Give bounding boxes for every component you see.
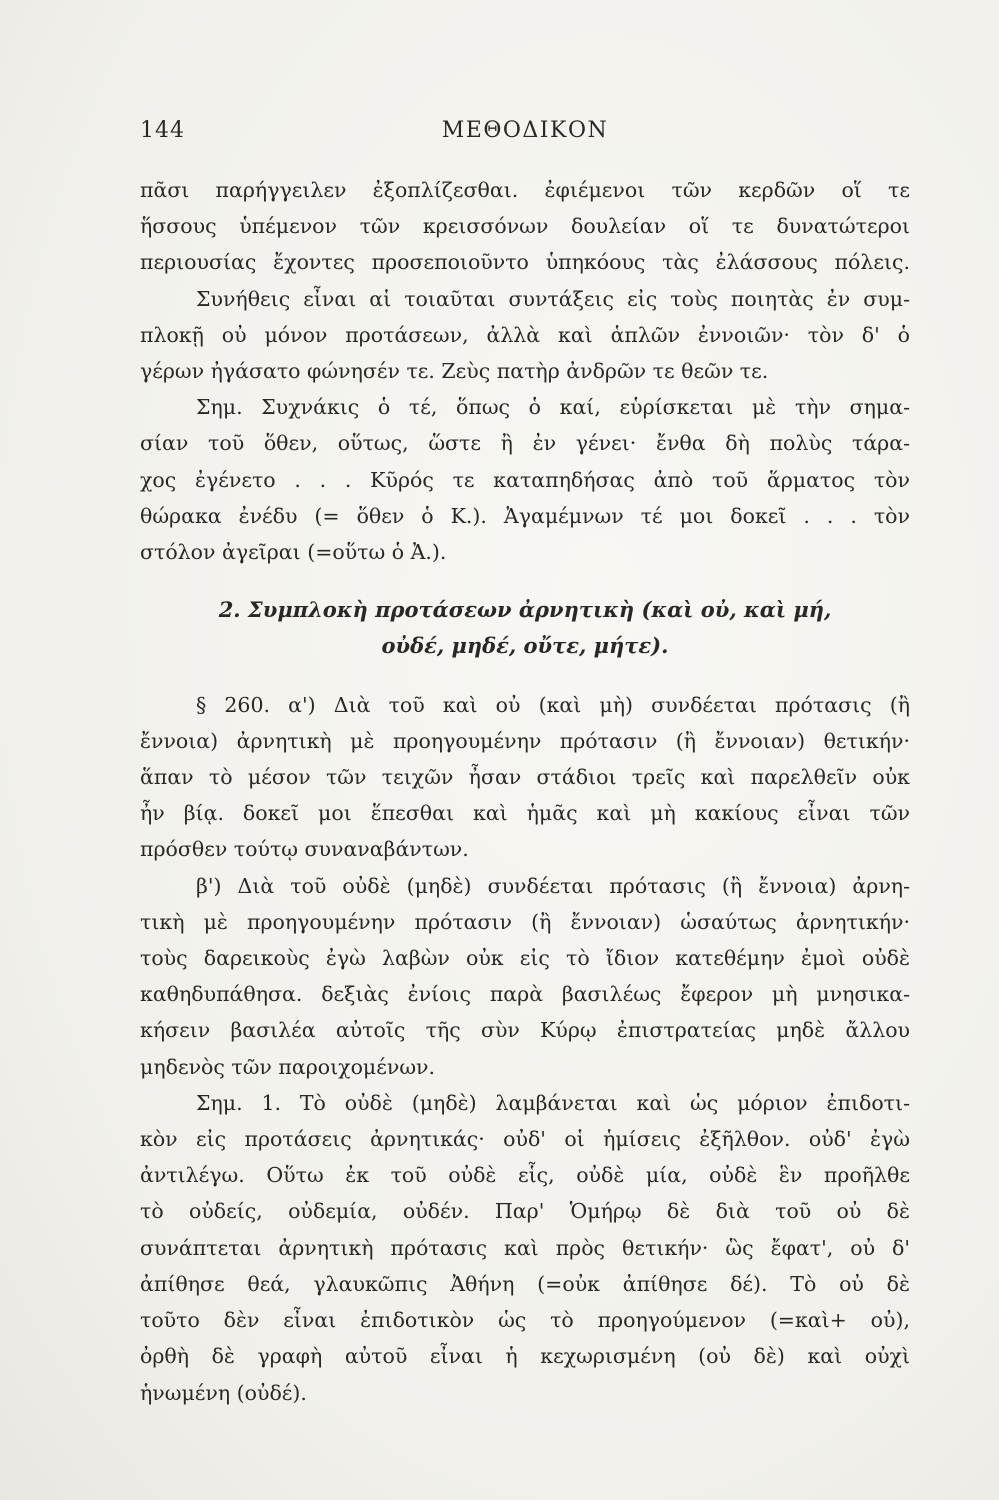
text-line: τοὺς δαρεικοὺς ἐγὼ λαβὼν οὐκ εἰς τὸ ἴδιον κατεθέμην ἐμοὶ οὐδὲ	[140, 946, 910, 971]
section-heading: οὐδέ, μηδέ, οὔτε, μήτε).	[381, 633, 669, 659]
text-line: καθηδυπάθησα. δεξιὰς ἐνίοις παρὰ βασιλέως ἔφερον μὴ μνησικα-	[140, 982, 910, 1007]
text-line: ἔννοια) ἀρνητικὴ μὲ προηγουμένην πρότασιν (ἢ ἔννοιαν) θετικήν·	[140, 728, 910, 753]
page-header	[140, 118, 910, 158]
text-line: θώρακα ἐνέδυ (= ὅθεν ὁ Κ.). Ἀγαμέμνων τέ μοι δοκεῖ . . . τὸν	[140, 503, 910, 528]
text-line: ἅπαν τὸ μέσον τῶν τειχῶν ἦσαν στάδιοι τρεῖς καὶ παρελθεῖν οὐκ	[140, 765, 910, 790]
text-line: χος ἐγένετο . . . Κῦρός τε καταπηδήσας ἀπὸ τοῦ ἅρματος τὸν	[140, 467, 910, 492]
body-text	[140, 172, 910, 1411]
text-line: μηδενὸς τῶν παροιχομένων.	[140, 1054, 436, 1079]
text-line: στόλον ἀγεῖραι (=οὕτω ὁ Ἀ.).	[140, 540, 447, 565]
section-gap	[140, 665, 910, 687]
text-line: τικὴ μὲ προηγουμένην πρότασιν (ἢ ἔννοιαν) ὡσαύτως ἀρνητικήν·	[140, 909, 910, 934]
text-line: πᾶσι παρήγγειλεν ἐξοπλίζεσθαι. ἐφιέμενοι τῶν κερδῶν οἵ τε	[140, 178, 910, 202]
text-line: τὸ οὐδείς, οὐδεμία, οὐδέν. Παρ' Ὁμήρῳ δὲ διὰ τοῦ οὐ δὲ	[140, 1199, 910, 1224]
text-line: γέρων ἠγάσατο φώνησέν τε. Ζεὺς πατὴρ ἀνδρῶν τε θεῶν τε.	[140, 359, 769, 384]
running-head: ΜΕΘΟΔΙΚΟΝ	[441, 118, 609, 143]
section-gap	[140, 570, 910, 592]
note-line: Σημ. 1. Τὸ οὐδὲ (μηδὲ) λαμβάνεται καὶ ὡς μόριον ἐπιδοτι-	[196, 1090, 910, 1115]
paragraph-260: § 260. α') Διὰ τοῦ καὶ οὐ (καὶ μὴ) συνδέεται πρότασις (ἢ	[196, 692, 910, 717]
text-line: σίαν τοῦ ὅθεν, οὕτως, ὥστε ἢ ἐν γένει· ἔνθα δὴ πολὺς τάρα-	[140, 431, 910, 456]
text-line: τοῦτο δὲν εἶναι ἐπιδοτικὸν ὡς τὸ προηγούμενον (=καὶ+ οὐ),	[140, 1308, 910, 1333]
page-number: 144	[140, 118, 185, 143]
text-line: περιουσίας ἔχοντες προσεποιοῦντο ὑπηκόους τὰς ἐλάσσους πόλεις.	[140, 250, 910, 275]
text-line: κὸν εἰς προτάσεις ἀρνητικάς· οὐδ' οἱ ἡμίσεις ἐξῆλθον. οὐδ' ἐγὼ	[140, 1127, 910, 1152]
section-heading: 2. Συμπλοκὴ προτάσεων ἀρνητικὴ (καὶ οὐ, καὶ μή,	[218, 597, 832, 623]
text-line: ὀρθὴ δὲ γραφὴ αὐτοῦ εἶναι ἡ κεχωρισμένη (οὐ δὲ) καὶ οὐχὶ	[140, 1344, 910, 1369]
text-line: ἦν βίᾳ. δοκεῖ μοι ἕπεσθαι καὶ ἡμᾶς καὶ μὴ κακίους εἶναι τῶν	[140, 801, 910, 826]
text-line: ἡνωμένη (οὐδέ).	[140, 1380, 307, 1405]
text-line: ἥσσους ὑπέμενον τῶν κρεισσόνων δουλείαν οἵ τε δυνατώτεροι	[140, 214, 910, 239]
note-line: Σημ. Συχνάκις ὁ τέ, ὅπως ὁ καί, εὑρίσκεται μὲ τὴν σημα-	[196, 395, 910, 420]
text-line: β') Διὰ τοῦ οὐδὲ (μηδὲ) συνδέεται πρότασις (ἢ ἔννοια) ἀρνη-	[196, 873, 910, 898]
text-line: κήσειν βασιλέα αὐτοῖς τῆς σὺν Κύρῳ ἐπιστρατείας μηδὲ ἄλλου	[140, 1018, 910, 1043]
text-line: ἀπίθησε θεά, γλαυκῶπις Ἀθήνη (=οὐκ ἀπίθησε δέ). Τὸ οὐ δὲ	[140, 1271, 910, 1296]
text-line: ἀντιλέγω. Οὕτω ἐκ τοῦ οὐδὲ εἷς, οὐδὲ μία, οὐδὲ ἓν προῆλθε	[140, 1163, 910, 1188]
text-line: πλοκῇ οὐ μόνον προτάσεων, ἀλλὰ καὶ ἁπλῶν ἐννοιῶν· τὸν δ' ὁ	[140, 322, 910, 347]
text-line: συνάπτεται ἀρνητικὴ πρότασις καὶ πρὸς θετικήν· ὣς ἔφατ', οὐ δ'	[140, 1235, 910, 1260]
text-line: Συνήθεις εἶναι αἱ τοιαῦται συντάξεις εἰς τοὺς ποιητὰς ἐν συμ-	[196, 286, 910, 311]
text-line: πρόσθεν τούτῳ συναναβάντων.	[140, 837, 469, 862]
